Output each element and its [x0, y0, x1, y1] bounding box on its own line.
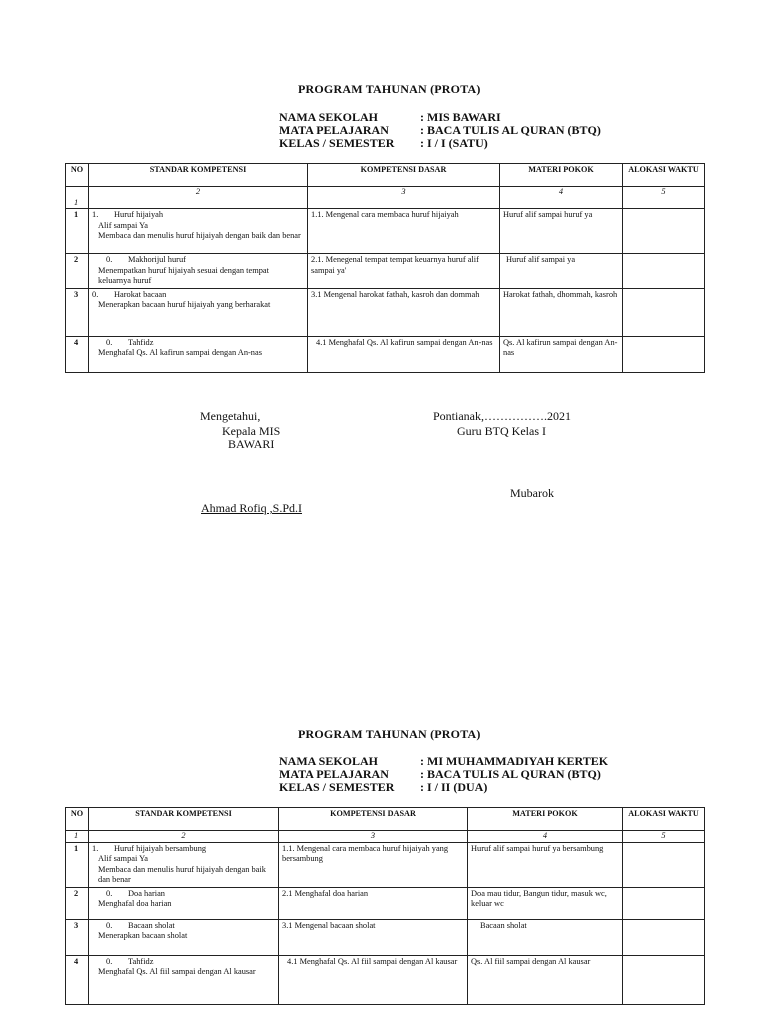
header-alokasi-waktu: ALOKASI WAKTU	[623, 808, 705, 831]
doc1-prota-table	[65, 163, 705, 373]
table-row	[66, 209, 705, 254]
table-row	[66, 887, 705, 919]
index-cell: 4	[500, 187, 623, 209]
sign-kepala: Kepala MIS	[222, 424, 281, 438]
row-kompetensi-dasar: 2.1. Menegenal tempat tempat keuarnya huruf alif sampai ya'	[308, 254, 500, 289]
header-no: NO	[66, 808, 89, 831]
sign-school: BAWARI	[228, 437, 275, 451]
row-materi-pokok: Doa mau tidur, Bangun tidur, masuk wc, keluar wc	[468, 887, 623, 919]
doc2-info-value: : I / II (DUA)	[420, 780, 488, 794]
index-cell: 2	[89, 187, 308, 209]
sk-title: Tahfidz	[128, 337, 154, 347]
row-kompetensi-dasar: 3.1 Mengenal harokat fathah, kasroh dan dommah	[308, 288, 500, 336]
doc2-info-key: KELAS / SEMESTER	[279, 780, 395, 794]
index-cell: 5	[623, 831, 705, 843]
sk-line: Menempatkan huruf hijaiyah sesuai dengan tempat keluarnya huruf	[98, 265, 269, 285]
sk-title: Harokat bacaan	[114, 289, 167, 299]
table-row	[66, 842, 705, 887]
row-kompetensi-dasar: 1.1. Mengenal cara membaca huruf hijaiyah	[308, 209, 500, 254]
header-no: NO	[66, 164, 89, 187]
row-alokasi-waktu	[623, 842, 705, 887]
row-materi-pokok: Qs. Al fiil sampai dengan Al kausar	[468, 955, 623, 1004]
sk-title: Tahfidz	[128, 956, 154, 966]
sign-place-date: Pontianak,…………….2021	[433, 409, 571, 423]
table-row	[66, 336, 705, 372]
sk-line: Alif sampai Ya	[98, 854, 149, 863]
sk-number: 0.	[106, 337, 113, 347]
row-standar-kompetensi	[89, 842, 279, 887]
doc1-info-value: : BACA TULIS AL QURAN (BTQ)	[420, 123, 601, 137]
index-cell: 1	[66, 187, 89, 209]
row-kompetensi-dasar: 4.1 Menghafal Qs. Al fiil sampai dengan Al kausar	[279, 955, 468, 1004]
header-alokasi-waktu: ALOKASI WAKTU	[623, 164, 705, 187]
sk-line: Alif sampai Ya	[98, 220, 149, 230]
sk-number: 0.	[106, 255, 113, 264]
sk-title: Huruf hijaiyah	[114, 210, 164, 219]
sk-title: Makhorijul huruf	[128, 255, 186, 264]
row-alokasi-waktu	[623, 209, 705, 254]
sk-number: 1.	[92, 210, 99, 219]
row-materi-pokok: Qs. Al kafirun sampai dengan An-nas	[500, 336, 623, 372]
doc1-info-block	[279, 110, 599, 152]
row-no: 3	[66, 288, 89, 336]
row-no: 1	[66, 842, 89, 887]
row-alokasi-waktu	[623, 336, 705, 372]
sk-title: Bacaan sholat	[128, 920, 175, 930]
header-materi-pokok: MATERI POKOK	[500, 164, 623, 187]
doc2-info-key: MATA PELAJARAN	[279, 767, 389, 781]
row-alokasi-waktu	[623, 254, 705, 289]
doc1-info-value: : I / I (SATU)	[420, 136, 488, 150]
table-row	[66, 919, 705, 955]
index-cell: 1	[66, 831, 89, 843]
row-no: 2	[66, 887, 89, 919]
sk-line: Menghafal Qs. Al fiil sampai dengan Al kausar	[98, 967, 256, 976]
doc2-info-value: : BACA TULIS AL QURAN (BTQ)	[420, 767, 601, 781]
table-header-row	[66, 164, 705, 187]
row-alokasi-waktu	[623, 887, 705, 919]
row-alokasi-waktu	[623, 288, 705, 336]
doc2-info-key: NAMA SEKOLAH	[279, 754, 379, 768]
sk-number: 1.	[92, 843, 99, 853]
row-standar-kompetensi	[89, 919, 279, 955]
table-row	[66, 254, 705, 289]
row-kompetensi-dasar: 2.1 Menghafal doa harian	[279, 887, 468, 919]
doc1-title: PROGRAM TAHUNAN (PROTA)	[298, 82, 481, 96]
doc2-info-block	[279, 754, 619, 796]
sk-line: Menghafal doa harian	[98, 899, 172, 908]
doc1-info-key: KELAS / SEMESTER	[279, 136, 395, 150]
row-materi-pokok: Harokat fathah, dhommah, kasroh	[500, 288, 623, 336]
index-cell: 4	[468, 831, 623, 843]
sk-line: Menerapkan bacaan huruf hijaiyah yang berharakat	[98, 300, 271, 309]
sk-line: Menerapkan bacaan sholat	[98, 931, 188, 940]
doc2-title: PROGRAM TAHUNAN (PROTA)	[298, 727, 481, 741]
row-kompetensi-dasar: 3.1 Mengenal bacaan sholat	[279, 919, 468, 955]
index-cell: 3	[279, 831, 468, 843]
index-cell: 3	[308, 187, 500, 209]
row-no: 3	[66, 919, 89, 955]
row-standar-kompetensi	[89, 254, 308, 289]
header-standar-kompetensi: STANDAR KOMPETENSI	[89, 808, 279, 831]
table-row	[66, 288, 705, 336]
row-no: 2	[66, 254, 89, 289]
row-standar-kompetensi	[89, 336, 308, 372]
sk-title: Doa harian	[128, 888, 165, 898]
header-standar-kompetensi: STANDAR KOMPETENSI	[89, 164, 308, 187]
row-no: 1	[66, 209, 89, 254]
row-alokasi-waktu	[623, 955, 705, 1004]
table-index-row	[66, 187, 705, 209]
row-kompetensi-dasar: 1.1. Mengenal cara membaca huruf hijaiyah yang bersambung	[279, 842, 468, 887]
row-materi-pokok: Bacaan sholat	[468, 919, 623, 955]
sk-line: Membaca dan menulis huruf hijaiyah dengan baik dan benar	[98, 864, 266, 884]
sk-number: 0.	[106, 956, 113, 966]
sk-number: 0.	[106, 920, 113, 930]
row-materi-pokok: Huruf alif sampai huruf ya bersambung	[468, 842, 623, 887]
row-standar-kompetensi	[89, 209, 308, 254]
header-kompetensi-dasar: KOMPETENSI DASAR	[279, 808, 468, 831]
row-no: 4	[66, 955, 89, 1004]
sign-guru-name: Mubarok	[510, 486, 554, 500]
row-alokasi-waktu	[623, 919, 705, 955]
header-materi-pokok: MATERI POKOK	[468, 808, 623, 831]
row-standar-kompetensi	[89, 887, 279, 919]
sign-mengetahui: Mengetahui,	[200, 409, 261, 423]
doc1-info-key: MATA PELAJARAN	[279, 123, 389, 137]
table-row	[66, 955, 705, 1004]
table-header-row	[66, 808, 705, 831]
sk-line: Menghafal Qs. Al kafirun sampai dengan An-nas	[98, 348, 262, 357]
row-standar-kompetensi	[89, 288, 308, 336]
sk-title: Huruf hijaiyah bersambung	[114, 843, 207, 853]
index-cell: 2	[89, 831, 279, 843]
sign-kepala-name: Ahmad Rofiq ,S.Pd.I	[201, 501, 303, 515]
row-no: 4	[66, 336, 89, 372]
row-materi-pokok: Huruf alif sampai ya	[500, 254, 623, 289]
row-materi-pokok: Huruf alif sampai huruf ya	[500, 209, 623, 254]
doc1-info-key: NAMA SEKOLAH	[279, 110, 379, 124]
index-cell: 5	[623, 187, 705, 209]
doc2-info-value: : MI MUHAMMADIYAH KERTEK	[420, 754, 609, 768]
row-standar-kompetensi	[89, 955, 279, 1004]
row-kompetensi-dasar: 4.1 Menghafal Qs. Al kafirun sampai dengan An-nas	[308, 336, 500, 372]
sk-number: 0.	[92, 289, 99, 299]
doc1-info-value: : MIS BAWARI	[420, 110, 501, 124]
table-index-row	[66, 831, 705, 843]
sign-guru: Guru BTQ Kelas I	[457, 424, 546, 438]
sk-number: 0.	[106, 888, 113, 898]
doc2-prota-table	[65, 807, 705, 1005]
header-kompetensi-dasar: KOMPETENSI DASAR	[308, 164, 500, 187]
sk-line: Membaca dan menulis huruf hijaiyah dengan baik dan benar	[98, 231, 301, 240]
